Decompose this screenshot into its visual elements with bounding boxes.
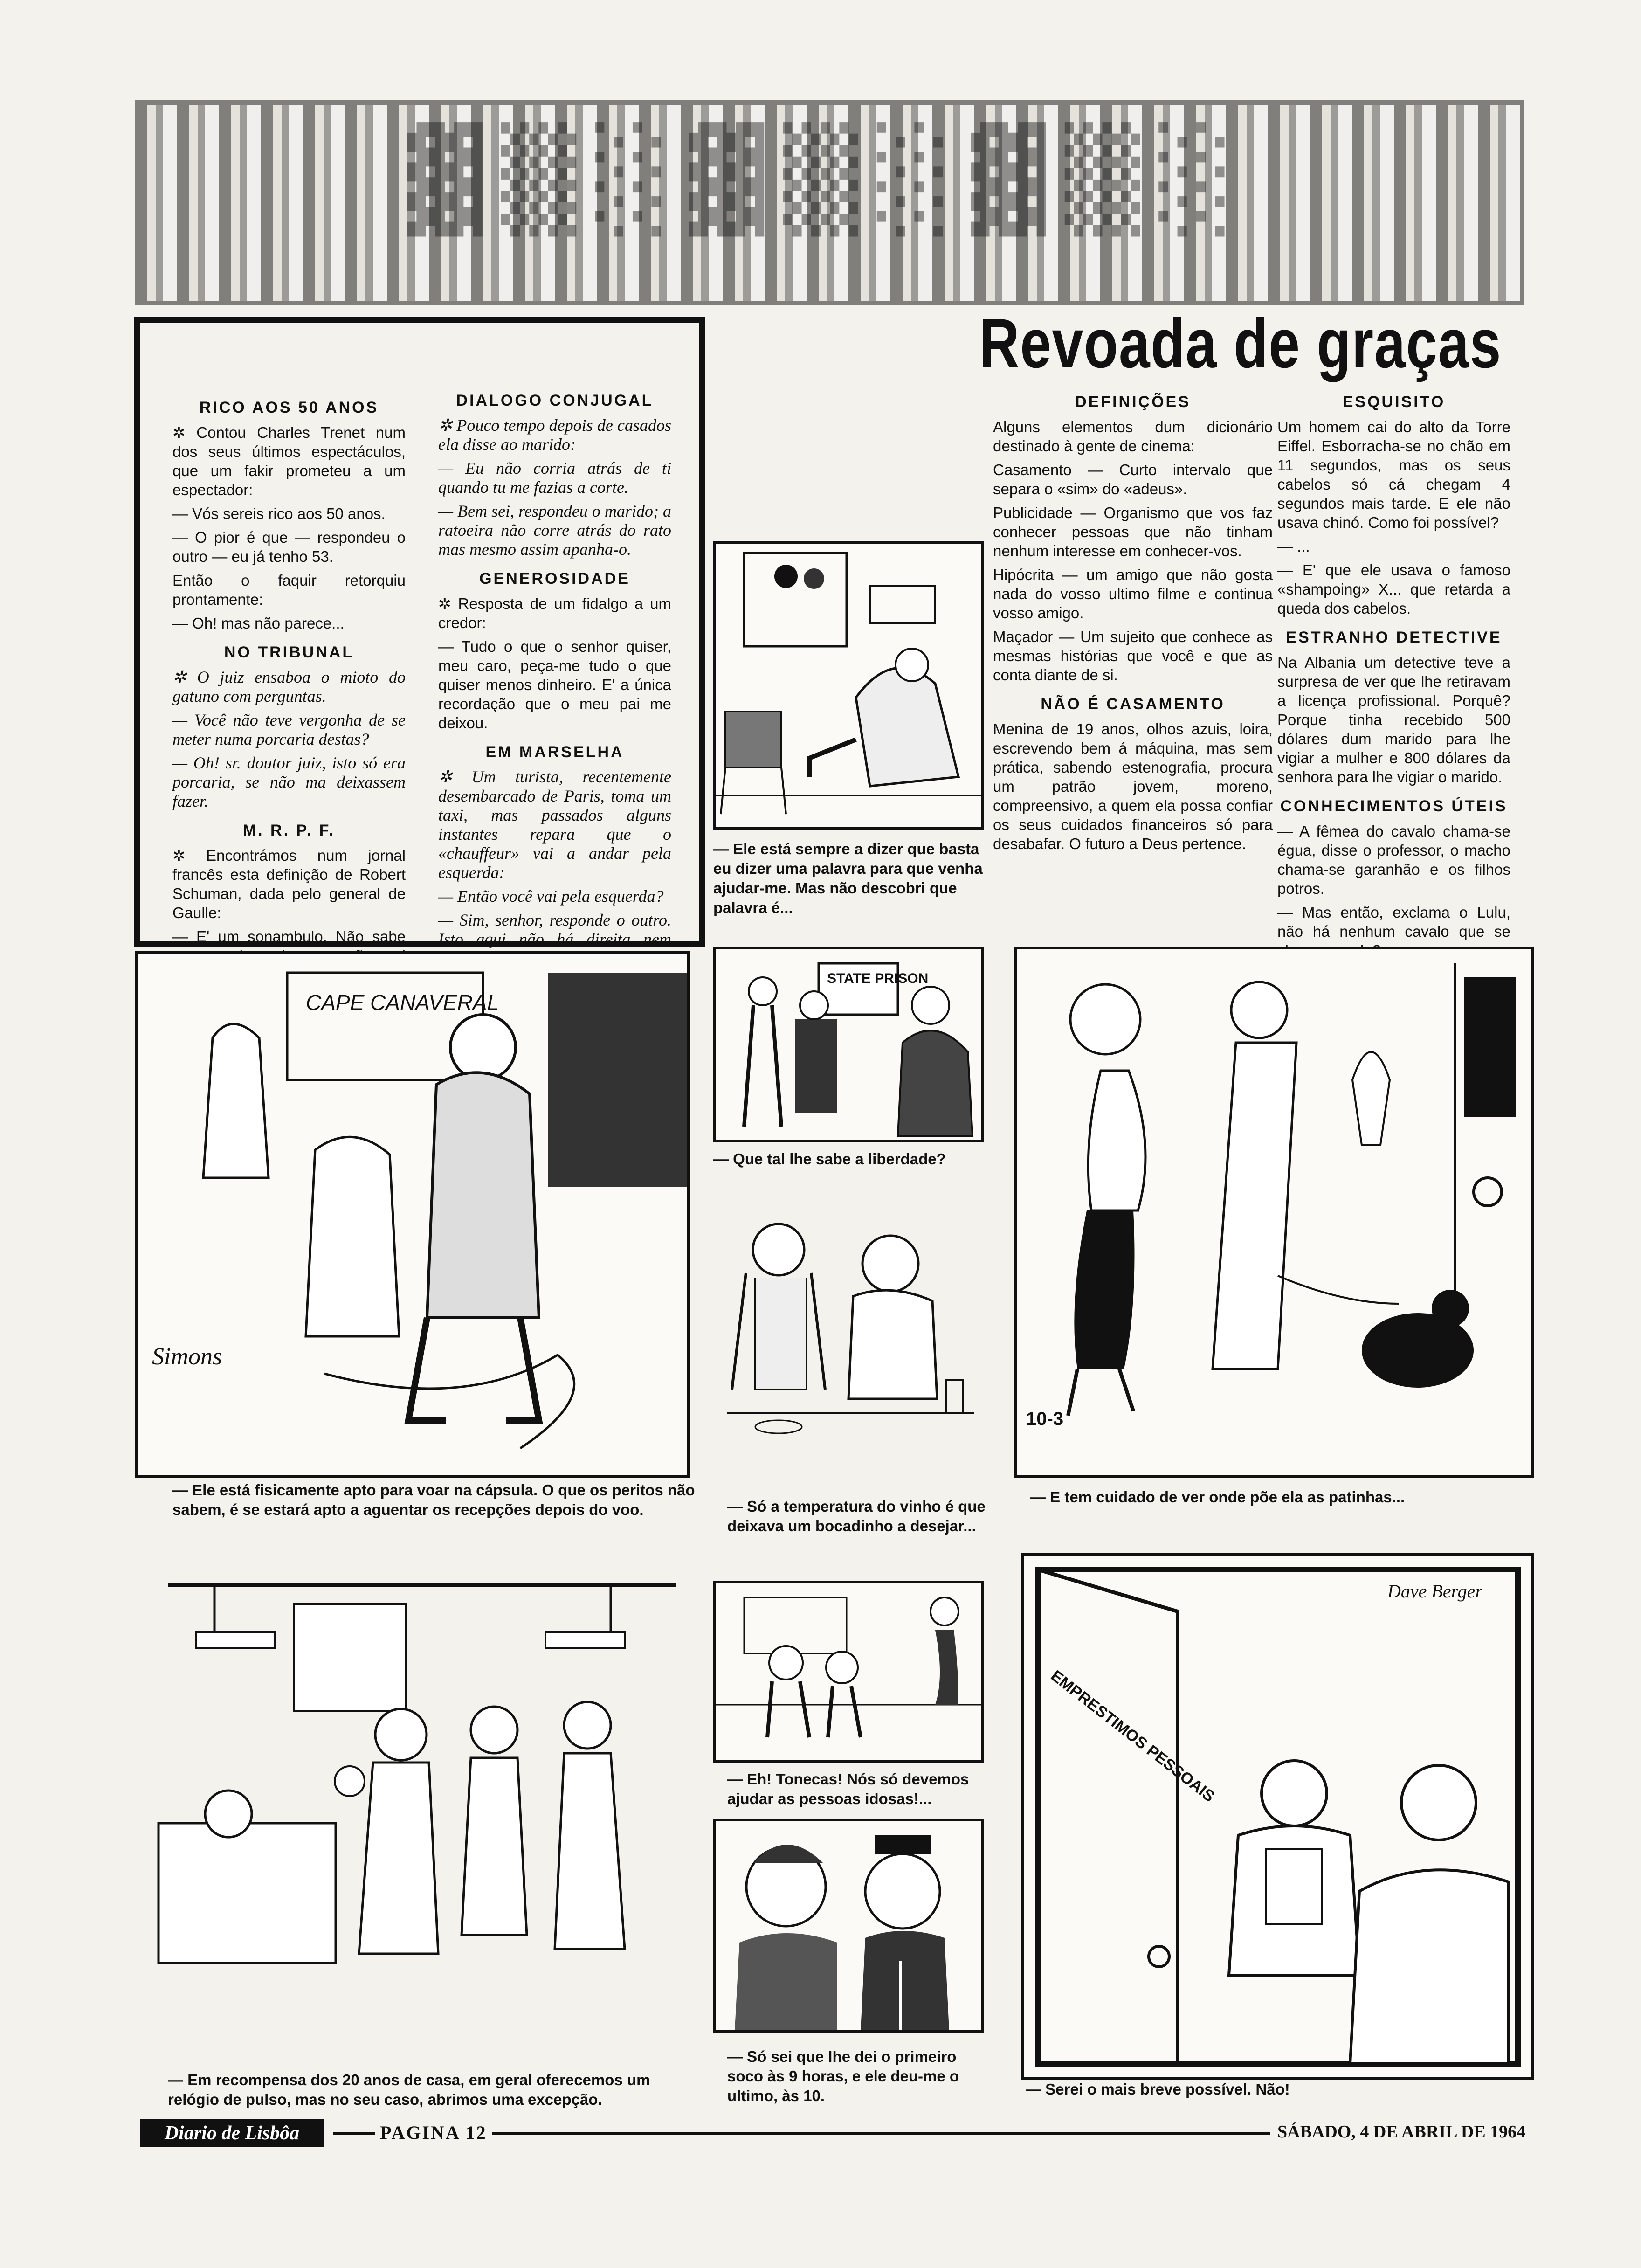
paragraph: — Vós sereis rico aos 50 anos. [172,505,386,522]
poodle-mark: 10-3 [1026,1409,1064,1429]
cartoon-loan [1021,1553,1534,2080]
caption-astronaut: — Ele está fisicamente apto para voar na cápsula. O que os peritos não sabem, é se estará apto a aguentar os recepções depois do voo. [172,1481,695,1518]
paragraph: Hipócrita — um amigo que não gosta nada do vosso ultimo filme e continua vosso amigo. [993,566,1273,622]
paragraph: — O pior é que — respondeu o outro — eu já tenho 53. [172,529,406,565]
cartoon-boys [713,1581,984,1763]
paragraph: Maçador — Um sujeito que conhece as mesmas histórias que você e que as conta diante de si. [993,628,1273,684]
paragraph: ✲ Pouco tempo depois de casados ela disse ao marido: [438,416,671,454]
footer-logo-text: Diario de Lisbôa [164,2123,300,2144]
caption-wine: — Só a temperatura do vinho é que deixava um bocadinho a desejar... [727,1498,986,1535]
paragraph: — Mas então, exclama o Lulu, não há nenhum cavalo que se [1277,904,1510,940]
paragraph: — E' que ele usava o famoso «shampoing» X... que retarda a queda dos cabelos. [1277,561,1510,617]
masthead-decoration: ▓▒░▓▒░▓▒░ [407,121,1253,236]
paragraph: — Oh! mas não parece... [172,615,345,632]
section-heading: CONHECIMENTOS ÚTEIS [1280,797,1508,815]
paragraph: — Você não teve vergonha de se meter numa porcaria destas? [172,711,406,748]
box-column-right [438,381,671,992]
cartoon-poodle [1014,947,1534,1478]
paragraph: — Sim, senhor, responde o outro. Isto aqui não há direita nem [438,911,671,948]
paragraph: — Eu não corria atrás de ti quando tu me fazias a corte. [438,459,671,497]
cartoon-prison [713,947,984,1142]
paragraph: ✲ Resposta de um fidalgo a um credor: [438,595,671,631]
cartoon-astronaut [135,951,690,1478]
footer-page-label: PAGINA 12 [380,2122,487,2143]
loan-door-sign: EMPRESTIMOS PESSOAIS [1047,1666,1218,1806]
paragraph: — Bem sei, respondeu o marido; a ratoeira não corre atrás do rato mas mesmo assim apanha-o. [438,502,671,559]
caption-watch: — Em recompensa dos 20 anos de casa, em geral oferecemos um relógio de pulso, mas no seu caso, abrimos uma excepção. [168,2071,650,2108]
caption-punch: — Só sei que lhe dei o primeiro soco às 9 horas, e ele deu-me o ultimo, às 10. [727,2048,959,2104]
paragraph: — ... [1277,538,1310,555]
paragraph: — Tudo o que o senhor quiser, meu caro, peça-me tudo o que quiser menos dinheiro. E' a única recordação que o meu pai me deixou. [438,638,671,732]
caption-prison: — Que tal lhe sabe a liberdade? [713,1150,946,1168]
paragraph: Um homem cai do alto da Torre Eiffel. Esborracha-se no chão em 11 segundos, mas os seus cabelos só cá chegam 4 segundos mais tarde. E ele não usava chinó. Como foi possível? [1277,418,1510,531]
paragraph: Na Albania um detective teve a surpresa de ver que lhe retiravam a licença profissional. Porquê? Porque tinha recebido 500 dólares dum marido para lhe vigiar a mulher e 800 dólares da senhora para lhe vigiar o marido. [1277,654,1510,786]
cartoon-punch [713,1819,984,2033]
prison-sign: STATE PRISON [827,971,929,986]
cartoon-watch [140,1553,690,2070]
paragraph: Alguns elementos dum dicionário destinado à gente de cinema: [993,418,1273,455]
caption-boys: — Eh! Tonecas! Nós só devemos ajudar as pessoas idosas!... [727,1770,969,1807]
right-column-right [1277,382,1510,965]
right-column-left [993,382,1273,858]
caption-tv: — Ele está sempre a dizer que basta eu dizer uma palavra para que venha ajudar-me. Mas não descobri que palavra é... [713,840,983,916]
paragraph: Casamento — Curto intervalo que separa o «sim» do «adeus». [993,461,1273,498]
section-heading: EM MARSELHA [485,743,624,761]
paragraph: ✲ Contou Charles Trenet num dos seus últimos espectáculos, que um fakir prometeu a um espectador: [172,424,406,498]
cape-canaveral-sign: CAPE CANAVERAL [306,990,499,1015]
section-heading: ESQUISITO [1342,393,1446,411]
paragraph: Então o faquir retorquiu prontamente: [172,572,406,608]
section-heading: ESTRANHO DETECTIVE [1286,629,1502,646]
paragraph: ✲ O juiz ensaboa o mioto do gatuno com perguntas. [172,668,406,705]
caption-poodle: — E tem cuidado de ver onde põe ela as patinhas... [1030,1488,1405,1506]
caption-loan: — Serei o mais breve possível. Não! [1026,2081,1290,2098]
paragraph: — E' um sonambulo. Não sabe [172,928,406,945]
cartoon-wine [713,1203,984,1464]
paragraph: — Oh! sr. doutor juiz, isto só era porcaria, se não ma deixassem fazer. [172,754,406,810]
section-heading: GENEROSIDADE [479,570,630,588]
section-heading: NÃO É CASAMENTO [1041,695,1225,713]
cartoon-tv [713,541,984,830]
paragraph: Menina de 19 anos, olhos azuis, loira, escrevendo bem á máquina, mas sem prática, sabendo estenografia, procura um patrão jovem, moreno, compreensivo, a quem ela possa confiar os seus cuidados financeiros só para desabafar. O futuro a Deus pertence. [993,720,1273,852]
paragraph: — A fêmea do cavalo chama-se égua, disse o professor, o macho chama-se garanhão e os filhos potros. [1277,823,1510,897]
paragraph: Publicidade — Organismo que vos faz conhecer pessoas que não tinham nenhum interesse em conhecer-vos. [993,504,1273,560]
footer-logo [140,2119,324,2147]
footer-rule-left [333,2132,375,2135]
paragraph: — Então você vai pela esquerda? [438,887,664,906]
footer-date: SÁBADO, 4 DE ABRIL DE 1964 [1277,2122,1526,2142]
loan-signature: Dave Berger [1387,1581,1482,1602]
box-column-left [172,388,406,989]
section-heading: RICO AOS 50 ANOS [199,399,379,416]
astronaut-signature: Simons [152,1343,222,1370]
paragraph: ✲ Um turista, recentemente desembarcado de Paris, toma um taxi, mas passados alguns instantes repara que o «chauffeur» vai a andar pela esquerda: [438,768,671,882]
jokes-box [134,317,705,947]
paragraph: ✲ Encontrámos num jornal francês esta definição de Robert Schuman, dada pelo general de Gaulle: [172,847,406,921]
section-heading: DEFINIÇÕES [1075,393,1191,411]
footer-rule-middle [492,2132,1270,2135]
section-heading: NO TRIBUNAL [224,643,354,661]
section-heading: DIALOGO CONJUGAL [456,392,654,409]
section-heading: M. R. P. F. [242,822,336,839]
section-title: Revoada de graças [979,304,1502,382]
